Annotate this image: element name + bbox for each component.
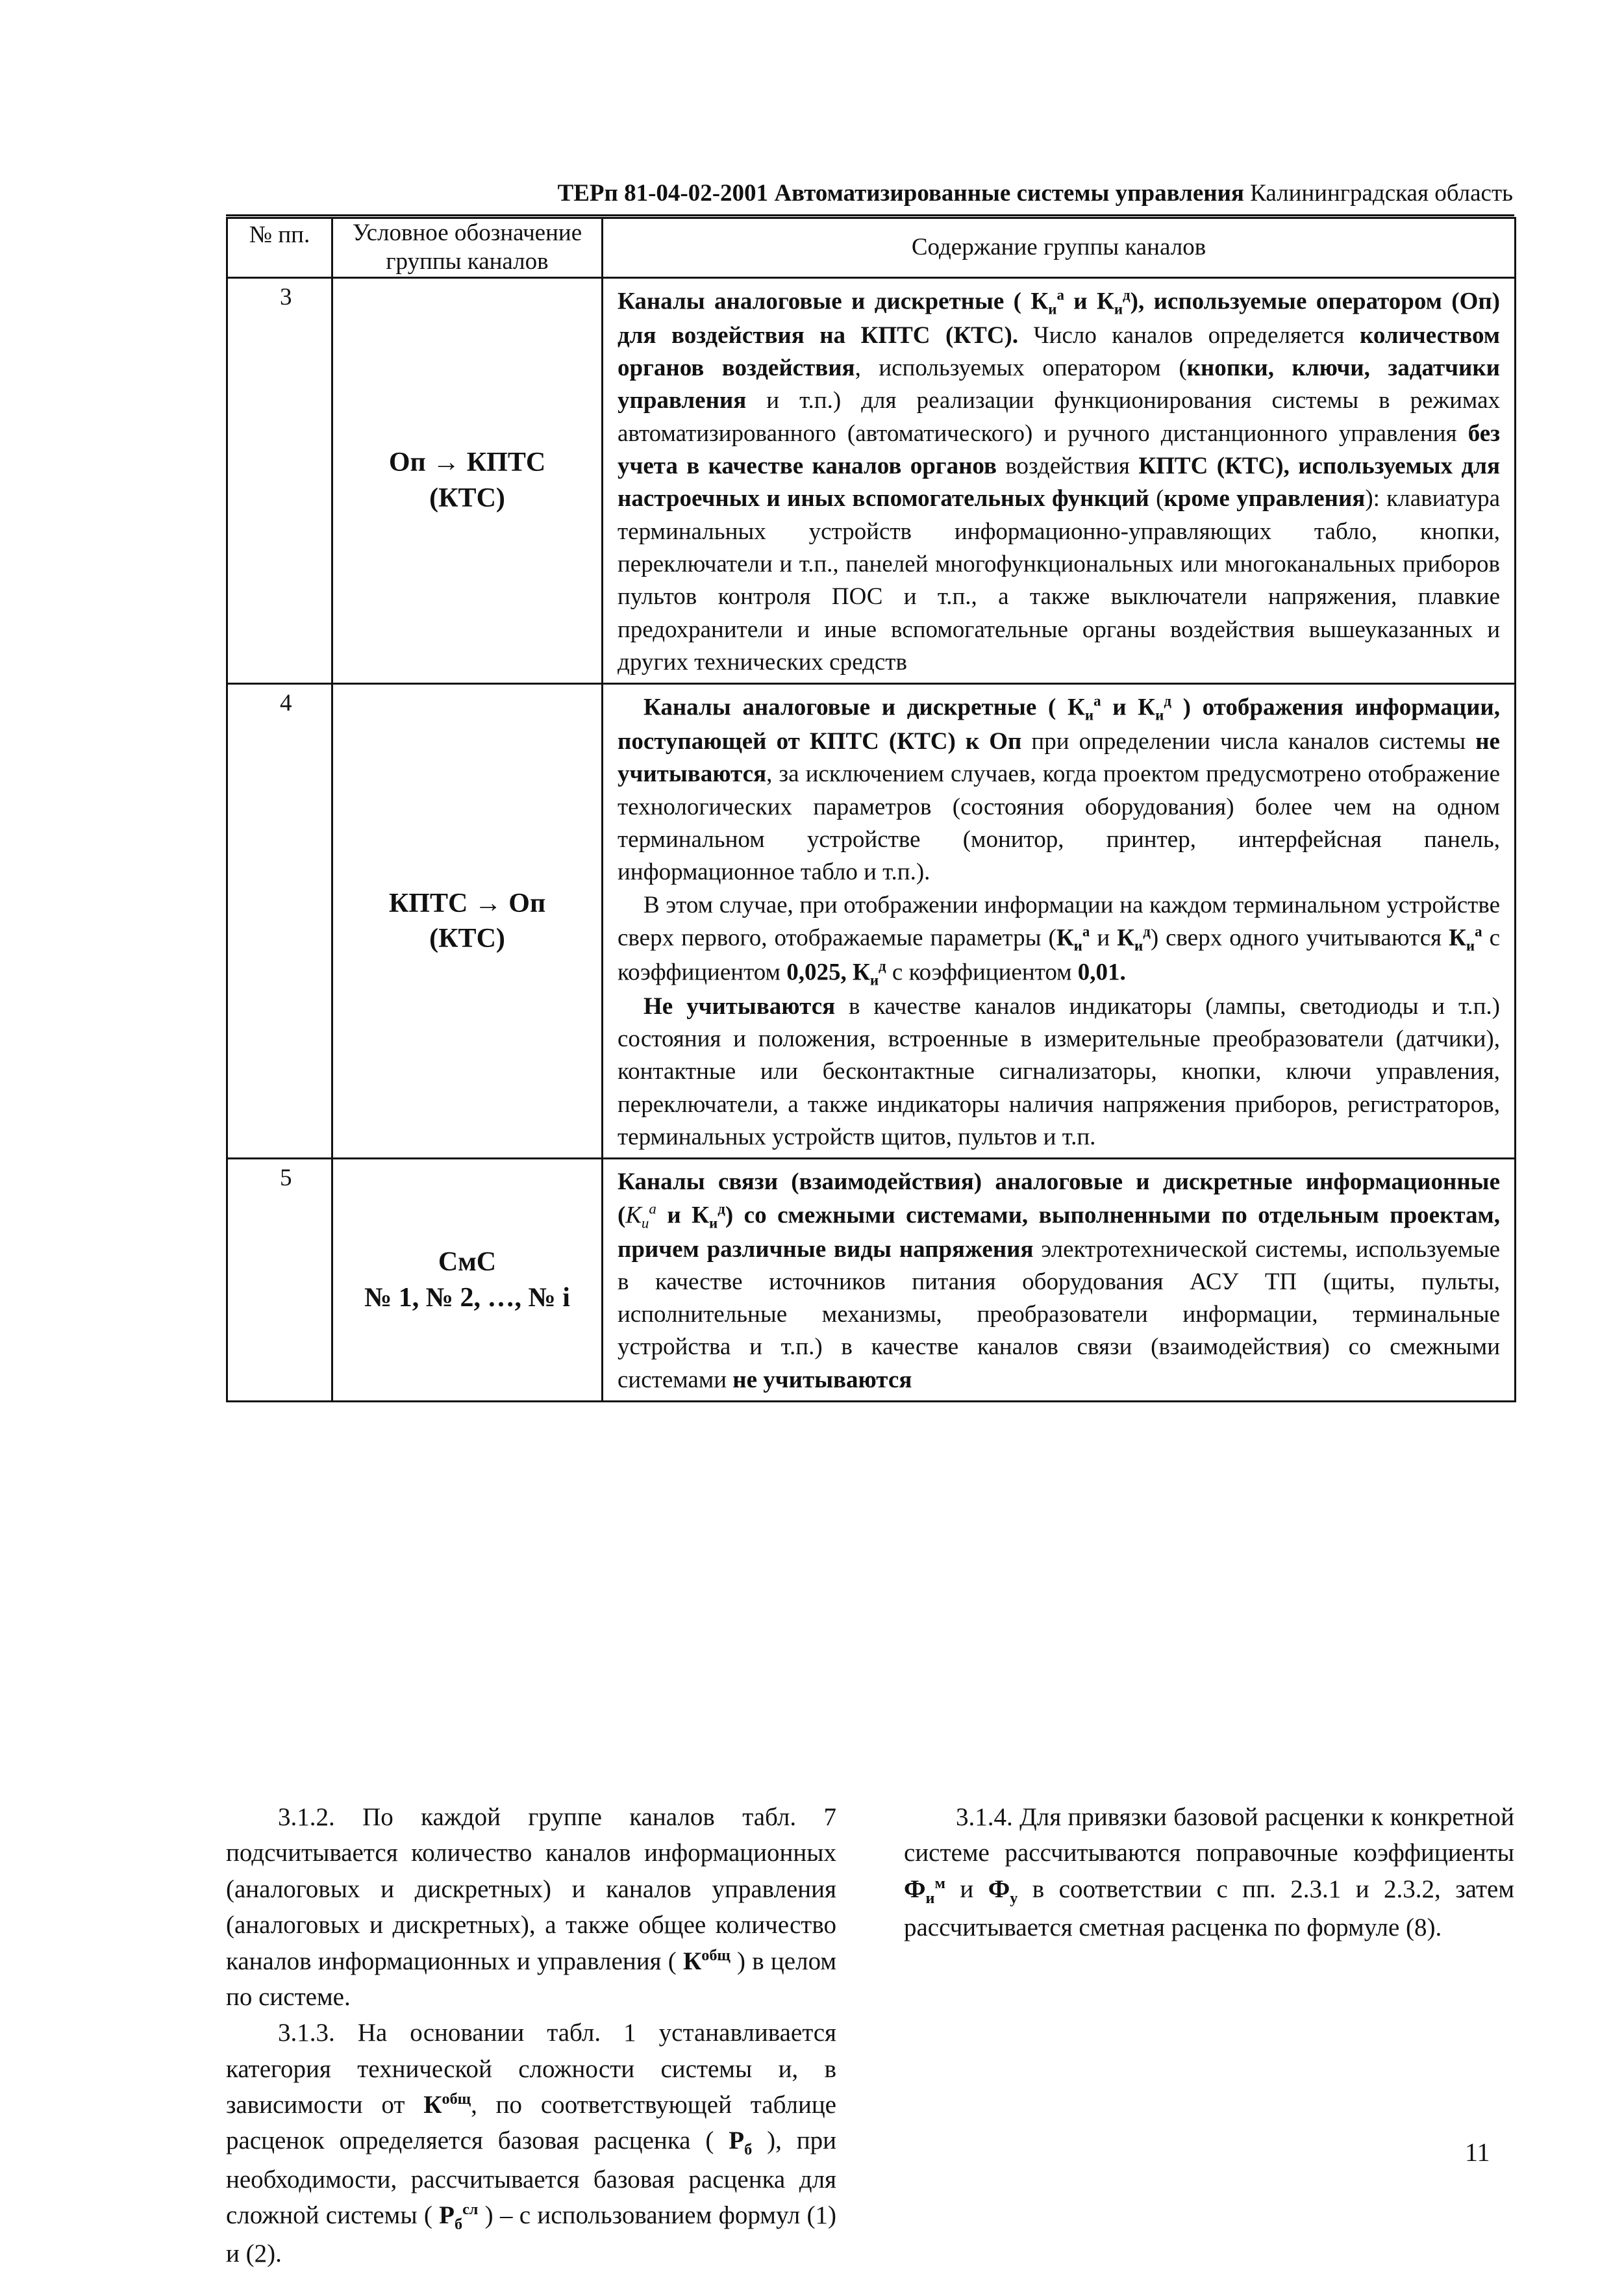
subscript: и xyxy=(709,1215,718,1232)
table-row xyxy=(227,684,1516,1159)
text: и xyxy=(945,1875,988,1903)
content-paragraph xyxy=(618,285,1500,679)
subscript: б xyxy=(744,2141,753,2159)
text-italic: К xyxy=(625,1201,642,1228)
subscript: и xyxy=(641,1215,649,1232)
superscript: д xyxy=(1143,923,1151,940)
text: В этом случае, при отображении информации на каждом терминальном устройстве сверх первого, отображаемые параметры ( xyxy=(618,891,1500,952)
text-bold: К xyxy=(1117,924,1134,952)
text-bold: кнопки, ключи, задатчики управления xyxy=(618,355,1501,414)
text: в качестве каналов индикаторы (лампы, светодиоды и т.п.) состояния и положения, встроенные в измерительные преобразователи (датчики), контактные или бесконтактные сигнализаторы, кнопки, ключи управления, переключатели, а также индикаторы наличия напряжения приборов, регистраторов, терминальных устройств щитов, пультов и т.п. xyxy=(618,992,1500,1150)
text-bold: 0,025, xyxy=(786,959,847,986)
table-row xyxy=(227,277,1516,683)
text: ) – с использованием формул (1) и (2). xyxy=(226,2201,836,2268)
text: ) в целом по системе. xyxy=(226,1947,837,2011)
row-symbol xyxy=(332,1159,603,1402)
text-bold: не учитываются xyxy=(732,1366,912,1393)
table-row xyxy=(227,1159,1516,1402)
subscript: б xyxy=(454,2215,463,2233)
text-bold: К xyxy=(1056,924,1074,952)
text: при определении числа каналов системы xyxy=(1021,728,1476,755)
superscript: общ xyxy=(701,1946,731,1964)
text-bold: К xyxy=(423,2091,442,2119)
channel-groups-table xyxy=(226,217,1516,1402)
subscript: и xyxy=(1073,937,1082,954)
text-bold: Каналы аналоговые и дискретные ( К xyxy=(618,288,1049,315)
table-header-row xyxy=(227,218,1516,278)
text-bold: ), используемые оператором (Оп) для воздействия на КПТС (КТС). xyxy=(618,288,1500,349)
text-bold: не учитываются xyxy=(618,728,1500,788)
text: ), при необходимости, рассчитывается базовая расценка для сложной системы ( xyxy=(226,2127,836,2229)
row-content xyxy=(603,684,1516,1159)
text-bold: количеством органов воздействия xyxy=(618,322,1500,381)
subscript: и xyxy=(1155,707,1164,724)
superscript: а xyxy=(1082,923,1090,940)
content-paragraph xyxy=(618,691,1500,889)
text: ) сверх одного учитываются xyxy=(1150,924,1449,952)
text-bold: К xyxy=(852,959,870,986)
text: , используемых оператором ( xyxy=(855,355,1187,381)
superscript: а xyxy=(649,1200,656,1217)
superscript: общ xyxy=(442,2090,471,2108)
col-header-num: № пп. xyxy=(227,218,332,278)
symbol-line: СмС xyxy=(438,1247,497,1278)
content-paragraph xyxy=(618,889,1500,991)
text-bold: кроме управления xyxy=(1164,485,1366,512)
subscript: и xyxy=(1084,707,1094,724)
running-header xyxy=(227,179,1513,207)
left-column xyxy=(226,1799,836,2271)
superscript: д xyxy=(1123,286,1131,303)
row-number: 5 xyxy=(227,1159,332,1402)
content-paragraph xyxy=(618,991,1500,1154)
col-header-content: Содержание группы каналов xyxy=(603,218,1516,278)
header-rule xyxy=(226,214,1514,216)
content-paragraph xyxy=(618,1166,1500,1396)
subscript: у xyxy=(1010,1889,1018,1907)
text: , по соответствующей таблице расценок определяется базовая расценка ( xyxy=(226,2091,836,2155)
header-region: Калининградская область xyxy=(1250,180,1513,207)
text-bold: ) со смежными системами, выполненными по отдельным проектам, причем различные виды напряжения xyxy=(618,1201,1500,1263)
row-number: 4 xyxy=(227,684,332,1159)
col-header-symbol: Условное обозначение группы каналов xyxy=(332,218,603,278)
paragraph-3-1-4 xyxy=(904,1799,1514,1945)
text: электротехнической системы, используемые в качестве источников питания оборудования АСУ ТП (щиты, пульты, исполнительные механизмы, преобразователи информации, терминальные устройства и т.п.) в качестве каналов связи (взаимодействия) со смежными системами xyxy=(618,1235,1500,1393)
text-bold: без учета в качестве каналов органов xyxy=(618,420,1500,479)
text: ): клавиатура терминальных устройств информационно-управляющих табло, кнопки, переключатели и т.п., панелей многофункциональных или многоканальных приборов пультов контроля ПОС и т.п., а также выключатели напряжения, плавкие предохранители и иные вспомогательные органы воздействия вышеуказанных и других технических средств xyxy=(618,485,1500,676)
text-bold: и К xyxy=(1064,288,1114,315)
text-bold: К xyxy=(1449,924,1466,952)
subscript: и xyxy=(869,972,879,989)
text: и т.п.) для реализации функционирования системы в режимах автоматизированного (автоматического) и ручного дистанционного управления xyxy=(618,387,1500,447)
text-bold: Р xyxy=(439,2201,455,2229)
text-bold: Ф xyxy=(988,1875,1010,1903)
subscript: и xyxy=(925,1889,935,1907)
subscript: и xyxy=(1134,937,1143,954)
text: воздействия xyxy=(996,452,1139,479)
row-content xyxy=(603,1159,1516,1402)
text-bold: Р xyxy=(729,2127,745,2155)
paragraph-3-1-2 xyxy=(226,1799,836,2015)
text-bold: Ф xyxy=(904,1875,926,1903)
text-bold: Каналы связи (взаимодействия) аналоговые и дискретные информационные ( xyxy=(618,1169,1500,1228)
subscript: и xyxy=(1048,301,1057,318)
subscript: и xyxy=(1114,301,1123,318)
text: 3.1.4. Для привязки базовой расценки к конкретной системе рассчитываются поправочные коэффициенты xyxy=(904,1803,1514,1867)
text: в соответствии с пп. 2.3.1 и 2.3.2, затем рассчитывается сметная расценка по формуле (8). xyxy=(904,1875,1514,1941)
header-code: ТЕРп 81-04-02-2001 xyxy=(557,180,769,207)
text-bold: 0,01. xyxy=(1077,959,1126,986)
superscript: д xyxy=(1164,693,1171,710)
superscript: а xyxy=(1475,923,1482,940)
superscript: д xyxy=(879,957,886,974)
text-bold: и xyxy=(656,1201,692,1228)
page-number: 11 xyxy=(1465,2138,1490,2167)
text: с коэффициентом xyxy=(618,924,1501,986)
superscript: сл xyxy=(462,2200,479,2218)
text: ( xyxy=(1149,485,1164,512)
row-number: 3 xyxy=(227,277,332,683)
text-bold: Не учитываются xyxy=(643,992,836,1020)
row-content xyxy=(603,277,1516,683)
subscript: и xyxy=(1466,937,1475,954)
text: с коэффициентом xyxy=(886,959,1078,986)
row-symbol xyxy=(332,277,603,683)
superscript: а xyxy=(1093,693,1101,710)
symbol-line: (КТС) xyxy=(429,483,505,513)
text-bold: К xyxy=(692,1201,709,1228)
text-bold: К xyxy=(682,1947,702,1975)
superscript: д xyxy=(718,1200,725,1217)
text: Число каналов определяется xyxy=(1018,322,1360,349)
superscript: м xyxy=(934,1874,945,1892)
row-symbol xyxy=(332,684,603,1159)
text-bold: КПТС (КТС), используемых для настроечных и иных вспомогательных функций xyxy=(618,452,1500,512)
right-column xyxy=(904,1799,1514,1945)
text-bold: и К xyxy=(1101,694,1156,721)
symbol-line: Оп → КПТС xyxy=(388,448,546,478)
symbol-line: № 1, № 2, …, № i xyxy=(364,1282,570,1313)
text: , за исключением случаев, когда проектом предусмотрено отображение технологических параметров (состояния оборудования) более чем на одном терминальном устройстве (монитор, принтер, интерфейсная панель, информационное табло и т.п.). xyxy=(618,761,1500,886)
header-title: Автоматизированные системы управления xyxy=(774,180,1244,207)
text-bold: Каналы аналоговые и дискретные ( К xyxy=(643,694,1085,721)
superscript: а xyxy=(1056,286,1064,303)
text: и xyxy=(1090,924,1118,952)
paragraph-3-1-3 xyxy=(226,2015,836,2271)
symbol-line: КПТС → Оп xyxy=(388,888,546,918)
text: 3.1.3. На основании табл. 1 устанавливается категория технической сложности системы и, в зависимости от xyxy=(226,2019,836,2119)
symbol-line: (КТС) xyxy=(429,924,505,954)
text-bold: ) отображения информации, поступающей от КПТС (КТС) к Оп xyxy=(618,694,1500,755)
text: 3.1.2. По каждой группе каналов табл. 7 подсчитывается количество каналов информационных (аналоговых и дискретных) и каналов управления (аналоговых и дискретных), а также общее количество каналов информационных и управления ( xyxy=(226,1803,836,1975)
